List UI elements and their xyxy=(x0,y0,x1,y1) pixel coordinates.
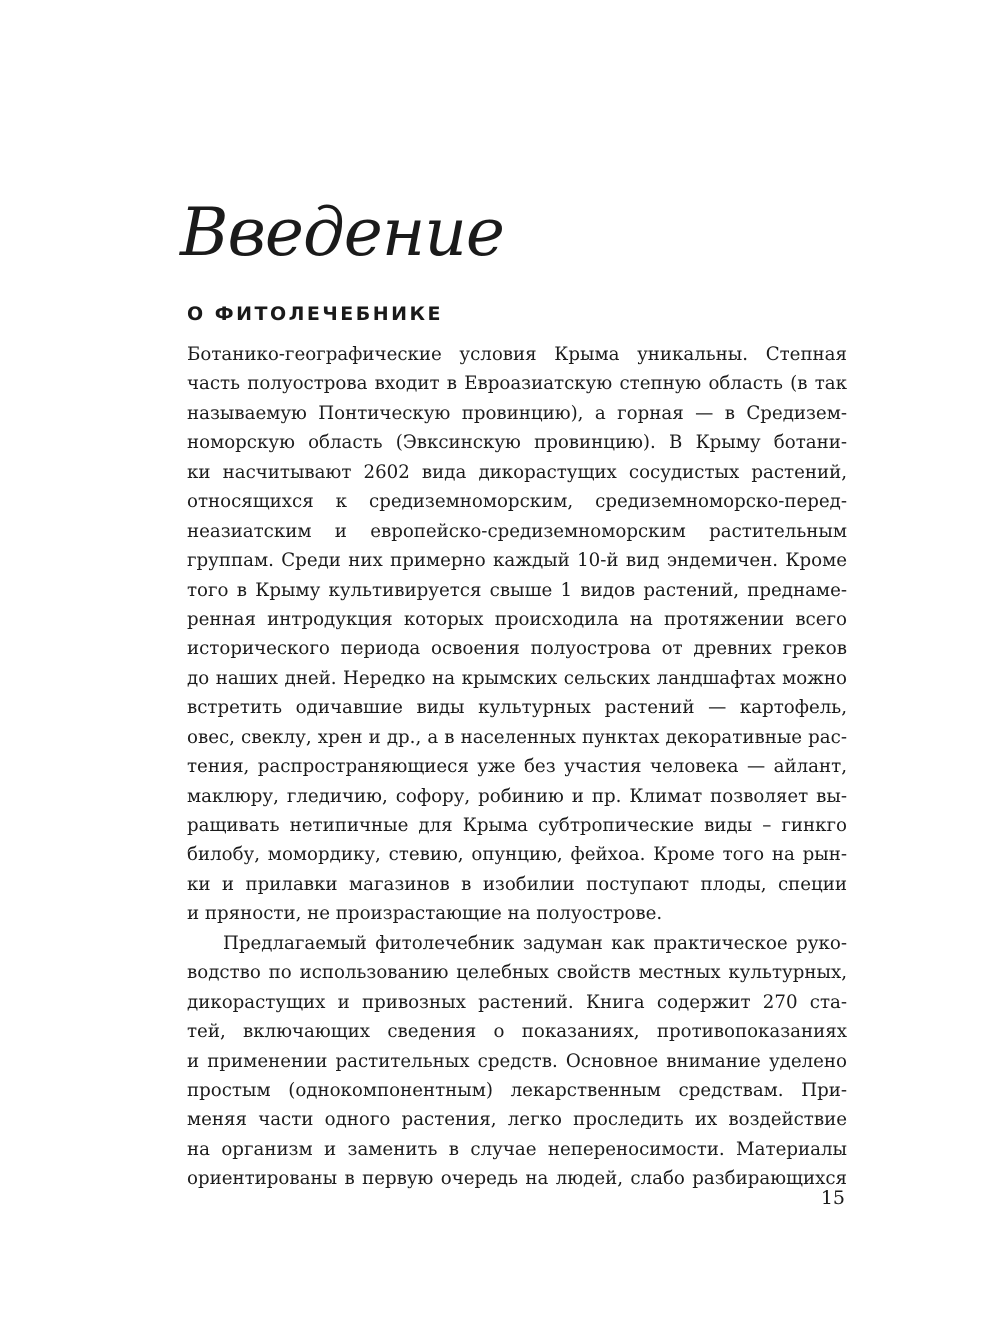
text-line: водство по использованию целебных свойств местных культурных, xyxy=(187,962,847,984)
text-line: простым (однокомпонентным) лекарственным средствам. При- xyxy=(187,1079,847,1101)
body-text xyxy=(187,340,847,1194)
text-line: неазиатским и европейско-средиземноморским растительным xyxy=(187,520,847,542)
section-heading: О ФИТОЛЕЧЕБНИКЕ xyxy=(187,303,444,325)
text-line: Предлагаемый фитолечебник задуман как практическое руко- xyxy=(223,932,847,954)
text-line: дикорастущих и привозных растений. Книга содержит 270 ста- xyxy=(187,991,847,1013)
text-line: номорскую область (Эвксинскую провинцию). В Крыму ботани- xyxy=(187,432,847,454)
text-line: тей, включающих сведения о показаниях, противопоказаниях xyxy=(187,1021,847,1043)
text-line: меняя части одного растения, легко проследить их воздействие xyxy=(187,1109,847,1131)
text-line: часть полуострова входит в Евроазиатскую степную область (в так xyxy=(187,373,847,395)
text-line: относящихся к средиземноморским, средиземноморско-перед- xyxy=(187,491,847,513)
text-line: ориентированы в первую очередь на людей, слабо разбирающихся xyxy=(187,1168,847,1190)
text-line: Ботанико-географические условия Крыма уникальны. Степная xyxy=(187,344,847,365)
chapter-title: Введение xyxy=(180,194,504,271)
page-number: 15 xyxy=(820,1187,845,1209)
paragraph-1 xyxy=(187,340,847,929)
text-line: называемую Понтическую провинцию), а горная — в Средизем- xyxy=(187,402,847,424)
text-line: и пряности, не произрастающие на полуострове. xyxy=(187,903,663,925)
text-line: ки и прилавки магазинов в изобилии поступают плоды, специи xyxy=(187,873,847,895)
text-line: овес, свеклу, хрен и др., а в населенных пунктах декоративные рас- xyxy=(187,726,847,748)
text-line: тения, распространяющиеся уже без участия человека — айлант, xyxy=(187,756,847,778)
text-line: ки насчитывают 2602 вида дикорастущих сосудистых растений, xyxy=(187,461,847,483)
text-line: исторического периода освоения полуострова от древних греков xyxy=(187,638,847,660)
text-line: того в Крыму культивируется свыше 1 видов растений, преднаме- xyxy=(187,579,847,601)
text-line: на организм и заменить в случае непереносимости. Материалы xyxy=(187,1138,847,1160)
text-line: билобу, момордику, стевию, опунцию, фейхоа. Кроме того на рын- xyxy=(187,844,847,866)
paragraph-2 xyxy=(187,929,847,1194)
text-line: маклюру, гледичию, софору, робинию и пр. Климат позволяет вы- xyxy=(187,785,847,807)
text-line: и применении растительных средств. Основное внимание уделено xyxy=(187,1050,847,1072)
text-line: ращивать нетипичные для Крыма субтропические виды – гинкго xyxy=(187,815,847,836)
text-line: ренная интродукция которых происходила на протяжении всего xyxy=(187,608,847,630)
text-line: встретить одичавшие виды культурных растений — картофель, xyxy=(187,697,847,719)
text-line: до наших дней. Нередко на крымских сельских ландшафтах можно xyxy=(187,667,847,689)
text-line: группам. Среди них примерно каждый 10-й вид эндемичен. Кроме xyxy=(187,550,847,572)
